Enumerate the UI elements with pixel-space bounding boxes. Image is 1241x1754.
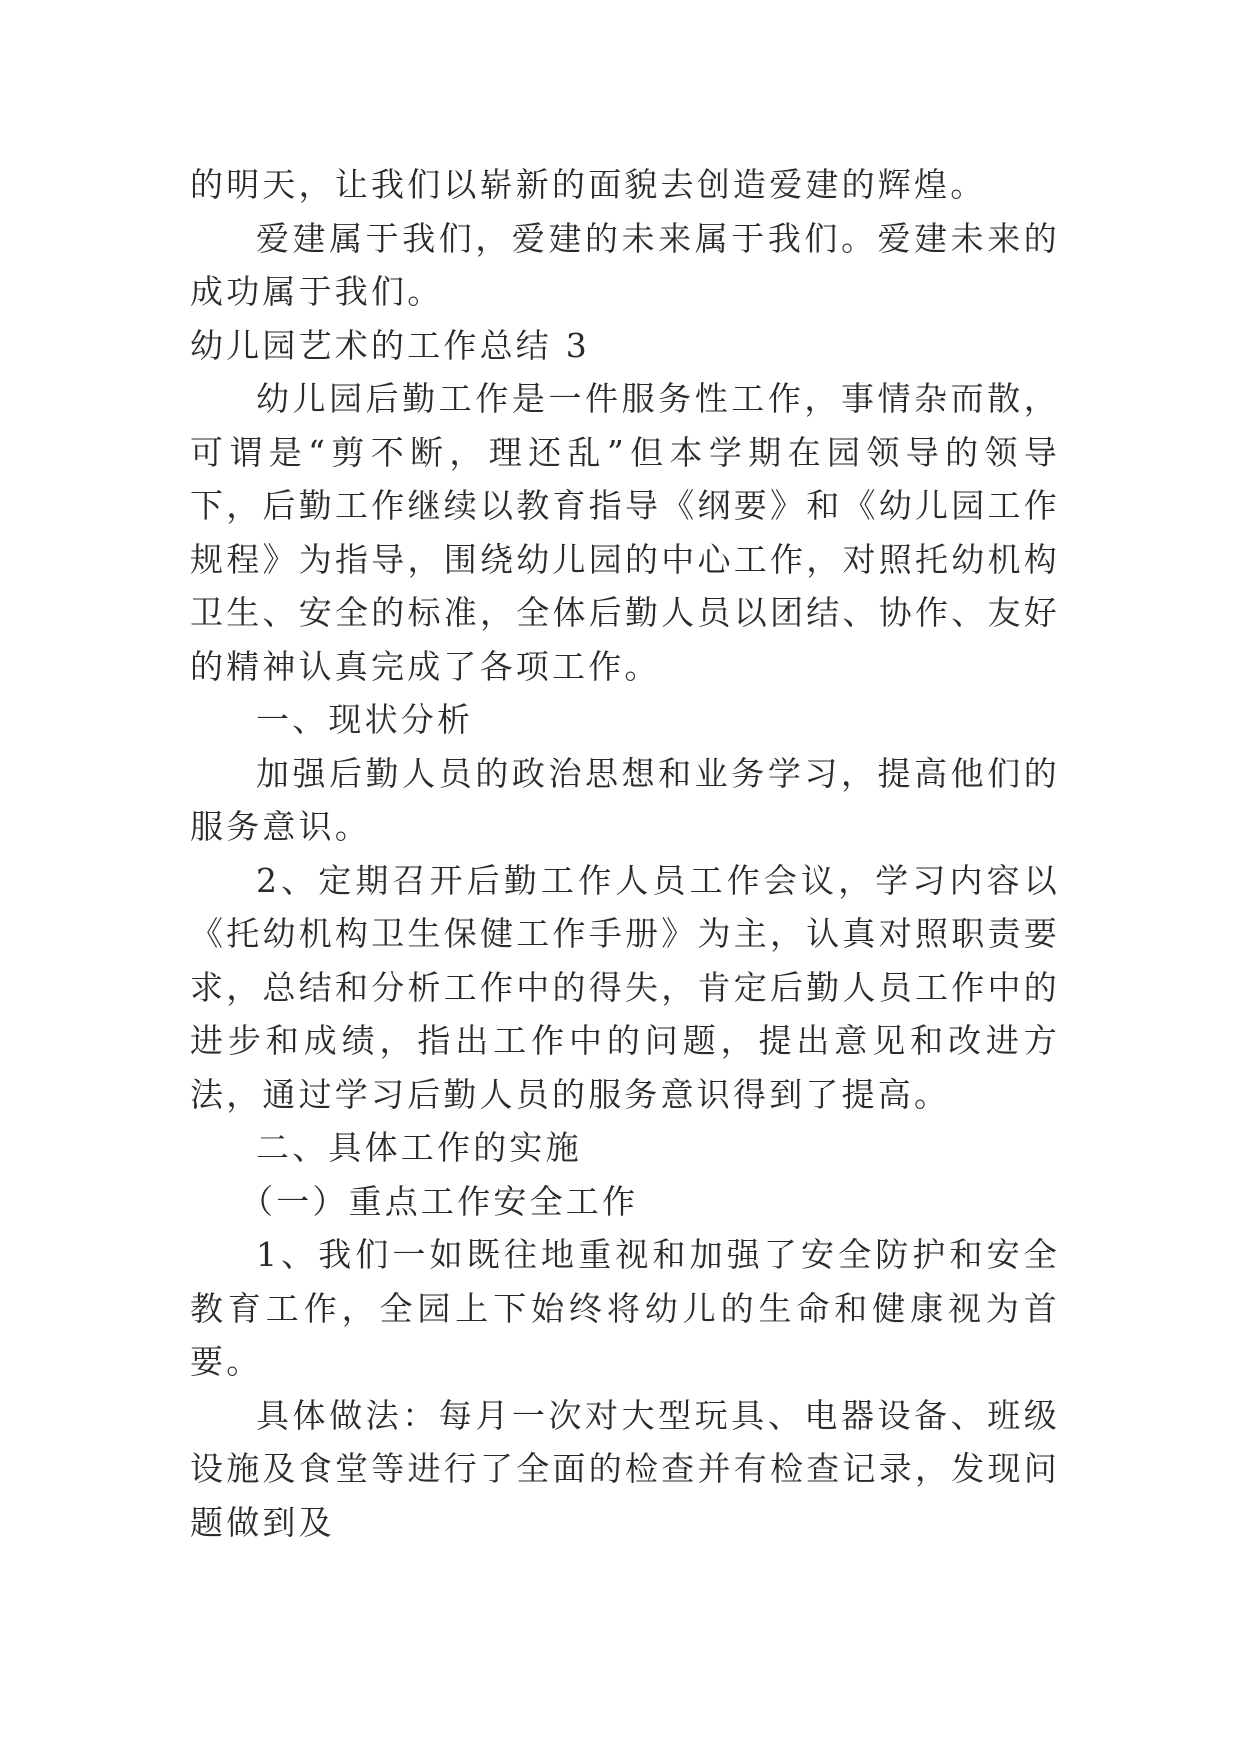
paragraph-continuation: 的明天，让我们以崭新的面貌去创造爱建的辉煌。	[190, 165, 987, 204]
paragraph-safety-priority: 1、我们一如既往地重视和加强了安全防护和安全教育工作，全园上下始终将幼儿的生命和健康视为首要。	[190, 1235, 1060, 1381]
paragraph-meetings: 2、定期召开后勤工作人员工作会议，学习内容以《托幼机构卫生保健工作手册》为主，认真对照职责要求，总结和分析工作中的得失，肯定后勤人员工作中的进步和成绩，指出工作中的问题，提出意见和改进方法，通过学习后勤人员的服务意识得到了提高。	[190, 860, 1060, 1114]
heading-status-analysis: 一、现状分析	[256, 700, 474, 739]
heading-implementation: 二、具体工作的实施	[256, 1128, 582, 1167]
paragraph-intro: 幼儿园后勤工作是一件服务性工作，事情杂而散，可谓是“剪不断，理还乱”但本学期在园领导的领导下，后勤工作继续以教育指导《纲要》和《幼儿园工作规程》为指导，围绕幼儿园的中心工作，对照托幼机构卫生、安全的标准，全体后勤人员以团结、协作、友好的精神认真完成了各项工作。	[190, 379, 1060, 686]
document-body	[190, 158, 1060, 1549]
paragraph-aijian-belongs: 爱建属于我们，爱建的未来属于我们。爱建未来的成功属于我们。	[190, 218, 1060, 311]
paragraph-specific-methods: 具体做法：每月一次对大型玩具、电器设备、班级设施及食堂等进行了全面的检查并有检查记录，发现问题做到及	[190, 1395, 1060, 1542]
section-title: 幼儿园艺术的工作总结 3	[190, 325, 590, 365]
heading-safety-work: （一）重点工作安全工作	[240, 1181, 639, 1221]
paragraph-strengthen-learning: 加强后勤人员的政治思想和业务学习，提高他们的服务意识。	[190, 753, 1060, 846]
